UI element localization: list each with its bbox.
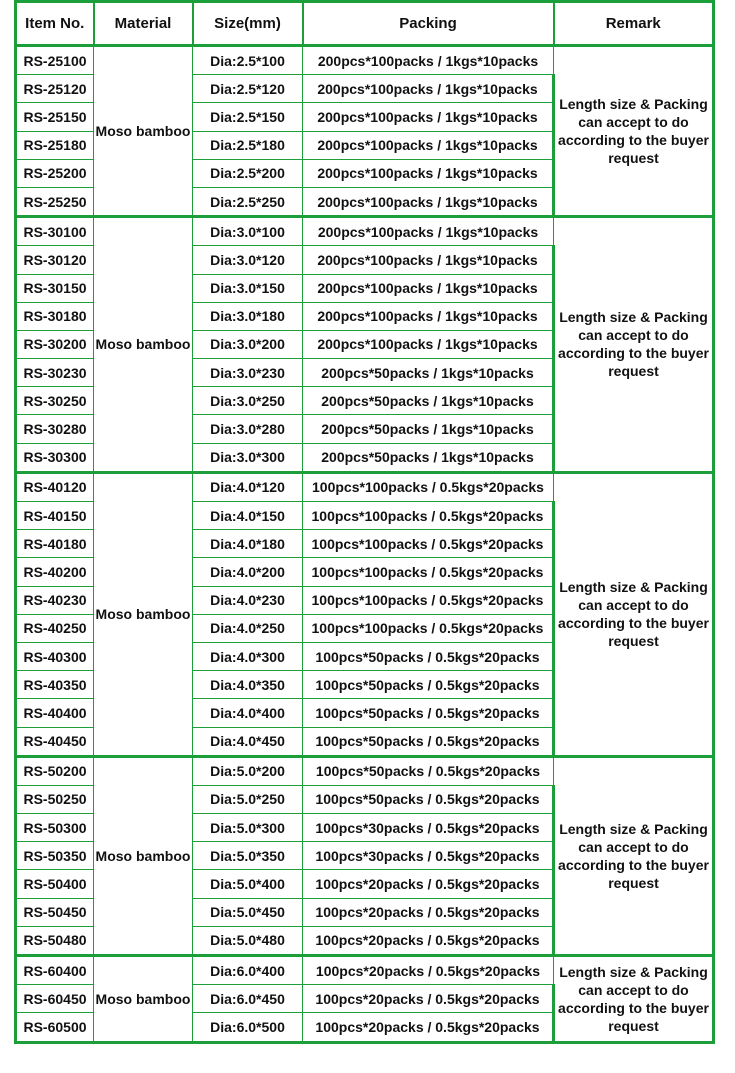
item-no-cell: RS-30120 — [16, 246, 94, 274]
item-no-cell: RS-50480 — [16, 926, 94, 955]
table-body — [16, 46, 714, 1043]
size-cell: Dia:6.0*450 — [193, 985, 303, 1013]
packing-cell: 200pcs*100packs / 1kgs*10packs — [303, 187, 554, 216]
material-cell: Moso bamboo — [94, 472, 193, 756]
packing-cell: 200pcs*50packs / 1kgs*10packs — [303, 415, 554, 443]
packing-cell: 100pcs*30packs / 0.5kgs*20packs — [303, 814, 554, 842]
packing-cell: 100pcs*30packs / 0.5kgs*20packs — [303, 842, 554, 870]
size-cell: Dia:6.0*400 — [193, 956, 303, 985]
packing-cell: 100pcs*20packs / 0.5kgs*20packs — [303, 870, 554, 898]
item-no-cell: RS-50350 — [16, 842, 94, 870]
item-no-cell: RS-30230 — [16, 359, 94, 387]
packing-cell: 100pcs*20packs / 0.5kgs*20packs — [303, 926, 554, 955]
size-cell: Dia:4.0*230 — [193, 586, 303, 614]
header-size: Size(mm) — [193, 2, 303, 46]
packing-cell: 200pcs*50packs / 1kgs*10packs — [303, 443, 554, 472]
item-no-cell: RS-25180 — [16, 131, 94, 159]
table-row — [16, 46, 714, 75]
size-cell: Dia:3.0*280 — [193, 415, 303, 443]
item-no-cell: RS-40400 — [16, 699, 94, 727]
item-no-cell: RS-25120 — [16, 75, 94, 103]
table-row — [16, 956, 714, 985]
packing-cell: 100pcs*50packs / 0.5kgs*20packs — [303, 756, 554, 785]
item-no-cell: RS-50400 — [16, 870, 94, 898]
item-no-cell: RS-25150 — [16, 103, 94, 131]
size-cell: Dia:5.0*250 — [193, 785, 303, 813]
size-cell: Dia:4.0*250 — [193, 614, 303, 642]
size-cell: Dia:3.0*300 — [193, 443, 303, 472]
material-cell: Moso bamboo — [94, 217, 193, 473]
packing-cell: 200pcs*100packs / 1kgs*10packs — [303, 46, 554, 75]
item-no-cell: RS-40300 — [16, 642, 94, 670]
header-item-no: Item No. — [16, 2, 94, 46]
item-no-cell: RS-50300 — [16, 814, 94, 842]
size-cell: Dia:2.5*180 — [193, 131, 303, 159]
size-cell: Dia:2.5*250 — [193, 187, 303, 216]
packing-cell: 200pcs*50packs / 1kgs*10packs — [303, 359, 554, 387]
packing-cell: 200pcs*100packs / 1kgs*10packs — [303, 330, 554, 358]
item-no-cell: RS-40250 — [16, 614, 94, 642]
item-no-cell: RS-40180 — [16, 530, 94, 558]
packing-cell: 100pcs*20packs / 0.5kgs*20packs — [303, 1013, 554, 1042]
item-no-cell: RS-50450 — [16, 898, 94, 926]
size-cell: Dia:3.0*180 — [193, 302, 303, 330]
packing-cell: 100pcs*100packs / 0.5kgs*20packs — [303, 530, 554, 558]
packing-cell: 100pcs*100packs / 0.5kgs*20packs — [303, 502, 554, 530]
size-cell: Dia:5.0*300 — [193, 814, 303, 842]
packing-cell: 100pcs*100packs / 0.5kgs*20packs — [303, 558, 554, 586]
header-material: Material — [94, 2, 193, 46]
item-no-cell: RS-30180 — [16, 302, 94, 330]
product-spec-table — [14, 0, 715, 1044]
size-cell: Dia:5.0*400 — [193, 870, 303, 898]
item-no-cell: RS-30100 — [16, 217, 94, 246]
size-cell: Dia:3.0*200 — [193, 330, 303, 358]
product-spec-table-container — [14, 0, 712, 1044]
size-cell: Dia:2.5*150 — [193, 103, 303, 131]
remark-cell: Length size & Packing can accept to do according to the buyer request — [554, 756, 714, 955]
packing-cell: 100pcs*50packs / 0.5kgs*20packs — [303, 785, 554, 813]
item-no-cell: RS-30150 — [16, 274, 94, 302]
table-row — [16, 472, 714, 501]
size-cell: Dia:4.0*180 — [193, 530, 303, 558]
packing-cell: 200pcs*50packs / 1kgs*10packs — [303, 387, 554, 415]
item-no-cell: RS-60400 — [16, 956, 94, 985]
size-cell: Dia:2.5*120 — [193, 75, 303, 103]
header-remark: Remark — [554, 2, 714, 46]
size-cell: Dia:3.0*150 — [193, 274, 303, 302]
size-cell: Dia:4.0*400 — [193, 699, 303, 727]
packing-cell: 200pcs*100packs / 1kgs*10packs — [303, 217, 554, 246]
packing-cell: 200pcs*100packs / 1kgs*10packs — [303, 274, 554, 302]
size-cell: Dia:2.5*200 — [193, 159, 303, 187]
packing-cell: 100pcs*100packs / 0.5kgs*20packs — [303, 614, 554, 642]
packing-cell: 100pcs*50packs / 0.5kgs*20packs — [303, 699, 554, 727]
remark-cell: Length size & Packing can accept to do according to the buyer request — [554, 956, 714, 1043]
item-no-cell: RS-25250 — [16, 187, 94, 216]
packing-cell: 100pcs*100packs / 0.5kgs*20packs — [303, 472, 554, 501]
item-no-cell: RS-30280 — [16, 415, 94, 443]
size-cell: Dia:4.0*300 — [193, 642, 303, 670]
remark-cell: Length size & Packing can accept to do according to the buyer request — [554, 472, 714, 756]
item-no-cell: RS-30300 — [16, 443, 94, 472]
packing-cell: 200pcs*100packs / 1kgs*10packs — [303, 75, 554, 103]
item-no-cell: RS-25100 — [16, 46, 94, 75]
packing-cell: 100pcs*50packs / 0.5kgs*20packs — [303, 642, 554, 670]
size-cell: Dia:3.0*100 — [193, 217, 303, 246]
table-row — [16, 217, 714, 246]
header-packing: Packing — [303, 2, 554, 46]
table-row — [16, 756, 714, 785]
item-no-cell: RS-40150 — [16, 502, 94, 530]
size-cell: Dia:5.0*480 — [193, 926, 303, 955]
item-no-cell: RS-40450 — [16, 727, 94, 756]
remark-cell: Length size & Packing can accept to do according to the buyer request — [554, 46, 714, 217]
packing-cell: 100pcs*20packs / 0.5kgs*20packs — [303, 956, 554, 985]
item-no-cell: RS-40200 — [16, 558, 94, 586]
packing-cell: 100pcs*100packs / 0.5kgs*20packs — [303, 586, 554, 614]
size-cell: Dia:2.5*100 — [193, 46, 303, 75]
size-cell: Dia:4.0*200 — [193, 558, 303, 586]
size-cell: Dia:5.0*350 — [193, 842, 303, 870]
size-cell: Dia:4.0*150 — [193, 502, 303, 530]
packing-cell: 200pcs*100packs / 1kgs*10packs — [303, 159, 554, 187]
packing-cell: 100pcs*20packs / 0.5kgs*20packs — [303, 898, 554, 926]
packing-cell: 200pcs*100packs / 1kgs*10packs — [303, 103, 554, 131]
packing-cell: 200pcs*100packs / 1kgs*10packs — [303, 131, 554, 159]
item-no-cell: RS-40120 — [16, 472, 94, 501]
size-cell: Dia:3.0*250 — [193, 387, 303, 415]
packing-cell: 100pcs*50packs / 0.5kgs*20packs — [303, 671, 554, 699]
size-cell: Dia:3.0*120 — [193, 246, 303, 274]
item-no-cell: RS-40350 — [16, 671, 94, 699]
packing-cell: 200pcs*100packs / 1kgs*10packs — [303, 246, 554, 274]
item-no-cell: RS-25200 — [16, 159, 94, 187]
material-cell: Moso bamboo — [94, 46, 193, 217]
packing-cell: 100pcs*20packs / 0.5kgs*20packs — [303, 985, 554, 1013]
size-cell: Dia:4.0*120 — [193, 472, 303, 501]
item-no-cell: RS-60450 — [16, 985, 94, 1013]
item-no-cell: RS-50250 — [16, 785, 94, 813]
header-row — [16, 2, 714, 46]
size-cell: Dia:5.0*200 — [193, 756, 303, 785]
remark-cell: Length size & Packing can accept to do according to the buyer request — [554, 217, 714, 473]
item-no-cell: RS-30250 — [16, 387, 94, 415]
size-cell: Dia:5.0*450 — [193, 898, 303, 926]
packing-cell: 100pcs*50packs / 0.5kgs*20packs — [303, 727, 554, 756]
item-no-cell: RS-30200 — [16, 330, 94, 358]
item-no-cell: RS-50200 — [16, 756, 94, 785]
item-no-cell: RS-40230 — [16, 586, 94, 614]
packing-cell: 200pcs*100packs / 1kgs*10packs — [303, 302, 554, 330]
material-cell: Moso bamboo — [94, 956, 193, 1043]
size-cell: Dia:3.0*230 — [193, 359, 303, 387]
size-cell: Dia:6.0*500 — [193, 1013, 303, 1042]
size-cell: Dia:4.0*350 — [193, 671, 303, 699]
item-no-cell: RS-60500 — [16, 1013, 94, 1042]
size-cell: Dia:4.0*450 — [193, 727, 303, 756]
material-cell: Moso bamboo — [94, 756, 193, 955]
